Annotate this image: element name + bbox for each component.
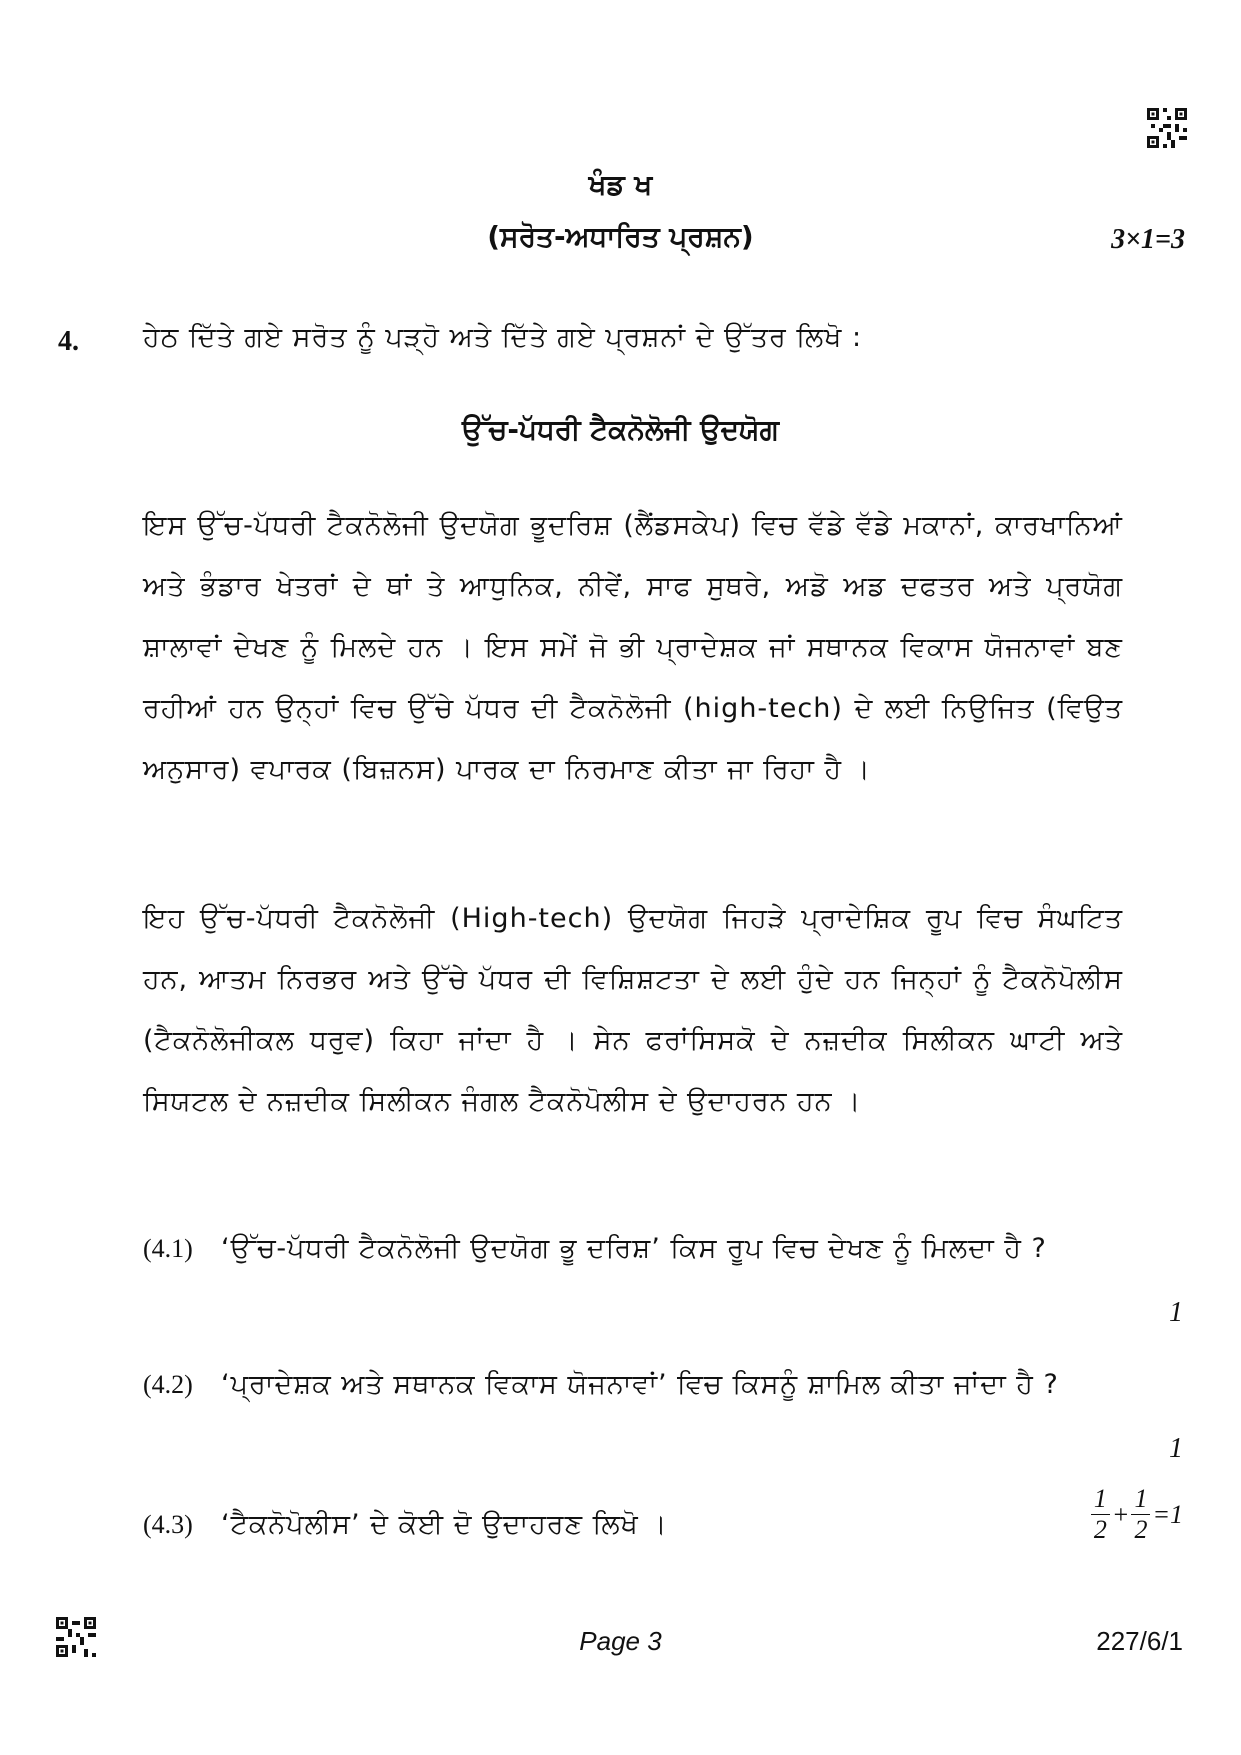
sub-question-number: (4.3) <box>143 1510 193 1539</box>
sub-question-text: ‘ਪ੍ਰਾਦੇਸ਼ਕ ਅਤੇ ਸਥਾਨਕ ਵਿਕਾਸ ਯੋਜਨਾਵਾਂ’ ਵਿਚ ਕਿਸਨੂੰ ਸ਼ਾਮਿਲ ਕੀਤਾ ਜਾਂਦਾ ਹੈ ? <box>221 1369 1059 1400</box>
sub-question <box>143 1484 1183 1576</box>
marks-result: =1 <box>1152 1499 1183 1529</box>
qr-code-icon <box>1147 108 1187 148</box>
fraction-numerator: 1 <box>1091 1484 1110 1515</box>
fraction <box>1131 1484 1150 1545</box>
fraction <box>1091 1484 1110 1545</box>
question-instruction: ਹੇਠ ਦਿੱਤੇ ਗਏ ਸਰੋਤ ਨੂੰ ਪੜ੍ਹੋ ਅਤੇ ਦਿੱਤੇ ਗਏ ਪ੍ਰਸ਼ਨਾਂ ਦੇ ਉੱਤਰ ਲਿਖੋ : <box>143 322 863 353</box>
sub-question <box>143 1356 1183 1476</box>
sub-question-marks: 1 <box>1169 1433 1183 1464</box>
sub-question-text: ‘ਉੱਚ-ਪੱਧਰੀ ਟੈਕਨੋਲੋਜੀ ਉਦਯੋਗ ਭੂ ਦਰਿਸ਼’ ਕਿਸ ਰੂਪ ਵਿਚ ਦੇਖਣ ਨੂੰ ਮਿਲਦਾ ਹੈ ? <box>221 1233 1047 1264</box>
sub-question-text: ‘ਟੈਕਨੋਪੋਲੀਸ’ ਦੇ ਕੋਈ ਦੋ ਉਦਾਹਰਣ ਲਿਖੋ । <box>221 1509 668 1540</box>
page-number: Page 3 <box>579 1626 662 1656</box>
sub-question-marks: 1 <box>1169 1297 1183 1328</box>
sub-question <box>143 1220 1183 1340</box>
section-subtitle: (ਸਰੋਤ-ਅਧਾਰਿਤ ਪ੍ਰਸ਼ਨ) <box>487 220 754 253</box>
section-marks: 3×1=3 <box>1111 224 1185 255</box>
question-number: 4. <box>58 326 79 357</box>
passage-title: ਉੱਚ-ਪੱਧਰੀ ਟੈਕਨੋਲੋਜੀ ਉਦਯੋਗ <box>461 413 780 446</box>
paper-code: 227/6/1 <box>1096 1626 1183 1656</box>
fraction-denominator: 2 <box>1134 1515 1148 1544</box>
passage-paragraph: ਇਸ ਉੱਚ-ਪੱਧਰੀ ਟੈਕਨੋਲੋਜੀ ਉਦਯੋਗ ਭੂਦਰਿਸ਼ (ਲੈਂਡਸਕੇਪ) ਵਿਚ ਵੱਡੇ ਵੱਡੇ ਮਕਾਨਾਂ, ਕਾਰਖਾਨਿਆਂ ਅਤੇ ਭੰਡਾਰ ਖੇਤਰਾਂ ਦੇ ਥਾਂ ਤੇ ਆਧੁਨਿਕ, ਨੀਵੇਂ, ਸਾਫ ਸੁਥਰੇ, ਅਡੋ ਅਡ ਦਫਤਰ ਅਤੇ ਪ੍ਰਯੋਗ ਸ਼ਾਲਾਵਾਂ ਦੇਖਣ ਨੂੰ ਮਿਲਦੇ ਹਨ । ਇਸ ਸਮੇਂ ਜੋ ਭੀ ਪ੍ਰਾਦੇਸ਼ਕ ਜਾਂ ਸਥਾਨਕ ਵਿਕਾਸ ਯੋਜਨਾਵਾਂ ਬਣ ਰਹੀਆਂ ਹਨ ਉਨ੍ਹਾਂ ਵਿਚ ਉੱਚੇ ਪੱਧਰ ਦੀ ਟੈਕਨੋਲੋਜੀ (high-tech) ਦੇ ਲਈ ਨਿਉਜਿਤ (ਵਿਉਤ ਅਨੁਸਾਰ) ਵਪਾਰਕ (ਬਿਜ਼ਨਸ) ਪਾਰਕ ਦਾ ਨਿਰਮਾਣ ਕੀਤਾ ਜਾ ਰਿਹਾ ਹੈ । <box>143 510 1123 785</box>
sub-question-marks <box>1089 1484 1183 1545</box>
sub-question-number: (4.1) <box>143 1234 193 1263</box>
sub-question-number: (4.2) <box>143 1370 193 1399</box>
fraction-denominator: 2 <box>1093 1515 1107 1544</box>
plus-sign: + <box>1111 1499 1130 1529</box>
section-title: ਖੰਡ ਖ <box>588 168 653 201</box>
fraction-numerator: 1 <box>1131 1484 1150 1515</box>
passage-paragraph: ਇਹ ਉੱਚ-ਪੱਧਰੀ ਟੈਕਨੋਲੋਜੀ (High-tech) ਉਦਯੋਗ ਜਿਹੜੇ ਪ੍ਰਾਦੇਸ਼ਿਕ ਰੂਪ ਵਿਚ ਸੰਘਟਿਤ ਹਨ, ਆਤਮ ਨਿਰਭਰ ਅਤੇ ਉੱਚੇ ਪੱਧਰ ਦੀ ਵਿਸ਼ਿਸ਼ਟਤਾ ਦੇ ਲਈ ਹੁੰਦੇ ਹਨ ਜਿਨ੍ਹਾਂ ਨੂੰ ਟੈਕਨੋਪੋਲੀਸ (ਟੈਕਨੋਲੋਜੀਕਲ ਧਰੁਵ) ਕਿਹਾ ਜਾਂਦਾ ਹੈ । ਸੇਨ ਫਰਾਂਸਿਸਕੋ ਦੇ ਨਜ਼ਦੀਕ ਸਿਲੀਕਨ ਘਾਟੀ ਅਤੇ ਸਿਯਟਲ ਦੇ ਨਜ਼ਦੀਕ ਸਿਲੀਕਨ ਜੰਗਲ ਟੈਕਨੋਪੋਲੀਸ ਦੇ ਉਦਾਹਰਨ ਹਨ । <box>143 903 1123 1117</box>
